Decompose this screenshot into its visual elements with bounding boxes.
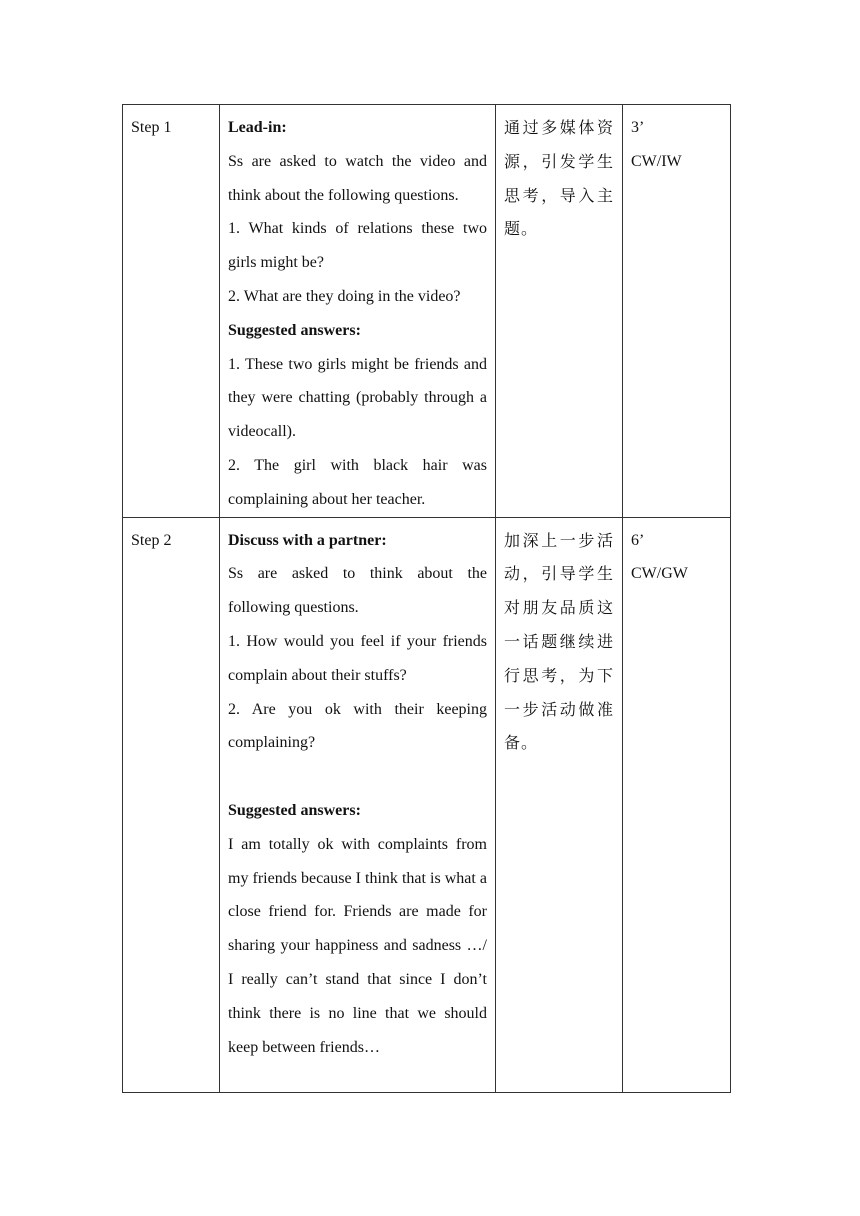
activity-intro: Ss are asked to think about the following questions. bbox=[228, 565, 487, 617]
time-cell bbox=[623, 105, 731, 518]
purpose-cell bbox=[496, 105, 623, 518]
question-item: 1. How would you feel if your friends complain about their stuffs? bbox=[228, 632, 487, 684]
purpose-text: 通过多媒体资源，引发学生思考，导入主题。 bbox=[504, 118, 614, 239]
lesson-plan-table bbox=[122, 104, 731, 1093]
activity-intro: Ss are asked to watch the video and think about the following questions. bbox=[228, 152, 487, 204]
time-value: 6’ bbox=[631, 531, 645, 549]
answer-item: I am totally ok with complaints from my friends because I think that is what a close friend for. Friends are made for sharing your happiness and sadness …/ I really can’t stand that since I don’t think there is no line that we should keep between friends… bbox=[228, 835, 487, 1056]
spacer bbox=[228, 760, 487, 794]
answers-title: Suggested answers: bbox=[228, 321, 361, 339]
question-item: 2. What are they doing in the video? bbox=[228, 287, 461, 305]
table-row bbox=[123, 105, 731, 518]
answers-title: Suggested answers: bbox=[228, 801, 361, 819]
table-row bbox=[123, 517, 731, 1092]
question-item: 1. What kinds of relations these two girls might be? bbox=[228, 220, 487, 272]
activity-cell bbox=[220, 517, 496, 1092]
activity-cell bbox=[220, 105, 496, 518]
step-label: Step 2 bbox=[131, 531, 172, 549]
mode-value: CW/IW bbox=[631, 152, 682, 170]
step-cell bbox=[123, 517, 220, 1092]
answer-item: 2. The girl with black hair was complaining about her teacher. bbox=[228, 456, 487, 508]
purpose-cell bbox=[496, 517, 623, 1092]
activity-title: Discuss with a partner: bbox=[228, 531, 387, 549]
activity-title: Lead-in: bbox=[228, 119, 287, 136]
question-item: 2. Are you ok with their keeping complaining? bbox=[228, 700, 487, 752]
purpose-text: 加深上一步活动，引导学生对朋友品质这一话题继续进行思考，为下一步活动做准备。 bbox=[504, 530, 614, 753]
step-cell bbox=[123, 105, 220, 518]
answer-item: 1. These two girls might be friends and they were chatting (probably through a videocall). bbox=[228, 355, 487, 441]
step-label: Step 1 bbox=[131, 119, 172, 136]
time-value: 3’ bbox=[631, 119, 645, 136]
mode-value: CW/GW bbox=[631, 565, 688, 583]
time-cell bbox=[623, 517, 731, 1092]
